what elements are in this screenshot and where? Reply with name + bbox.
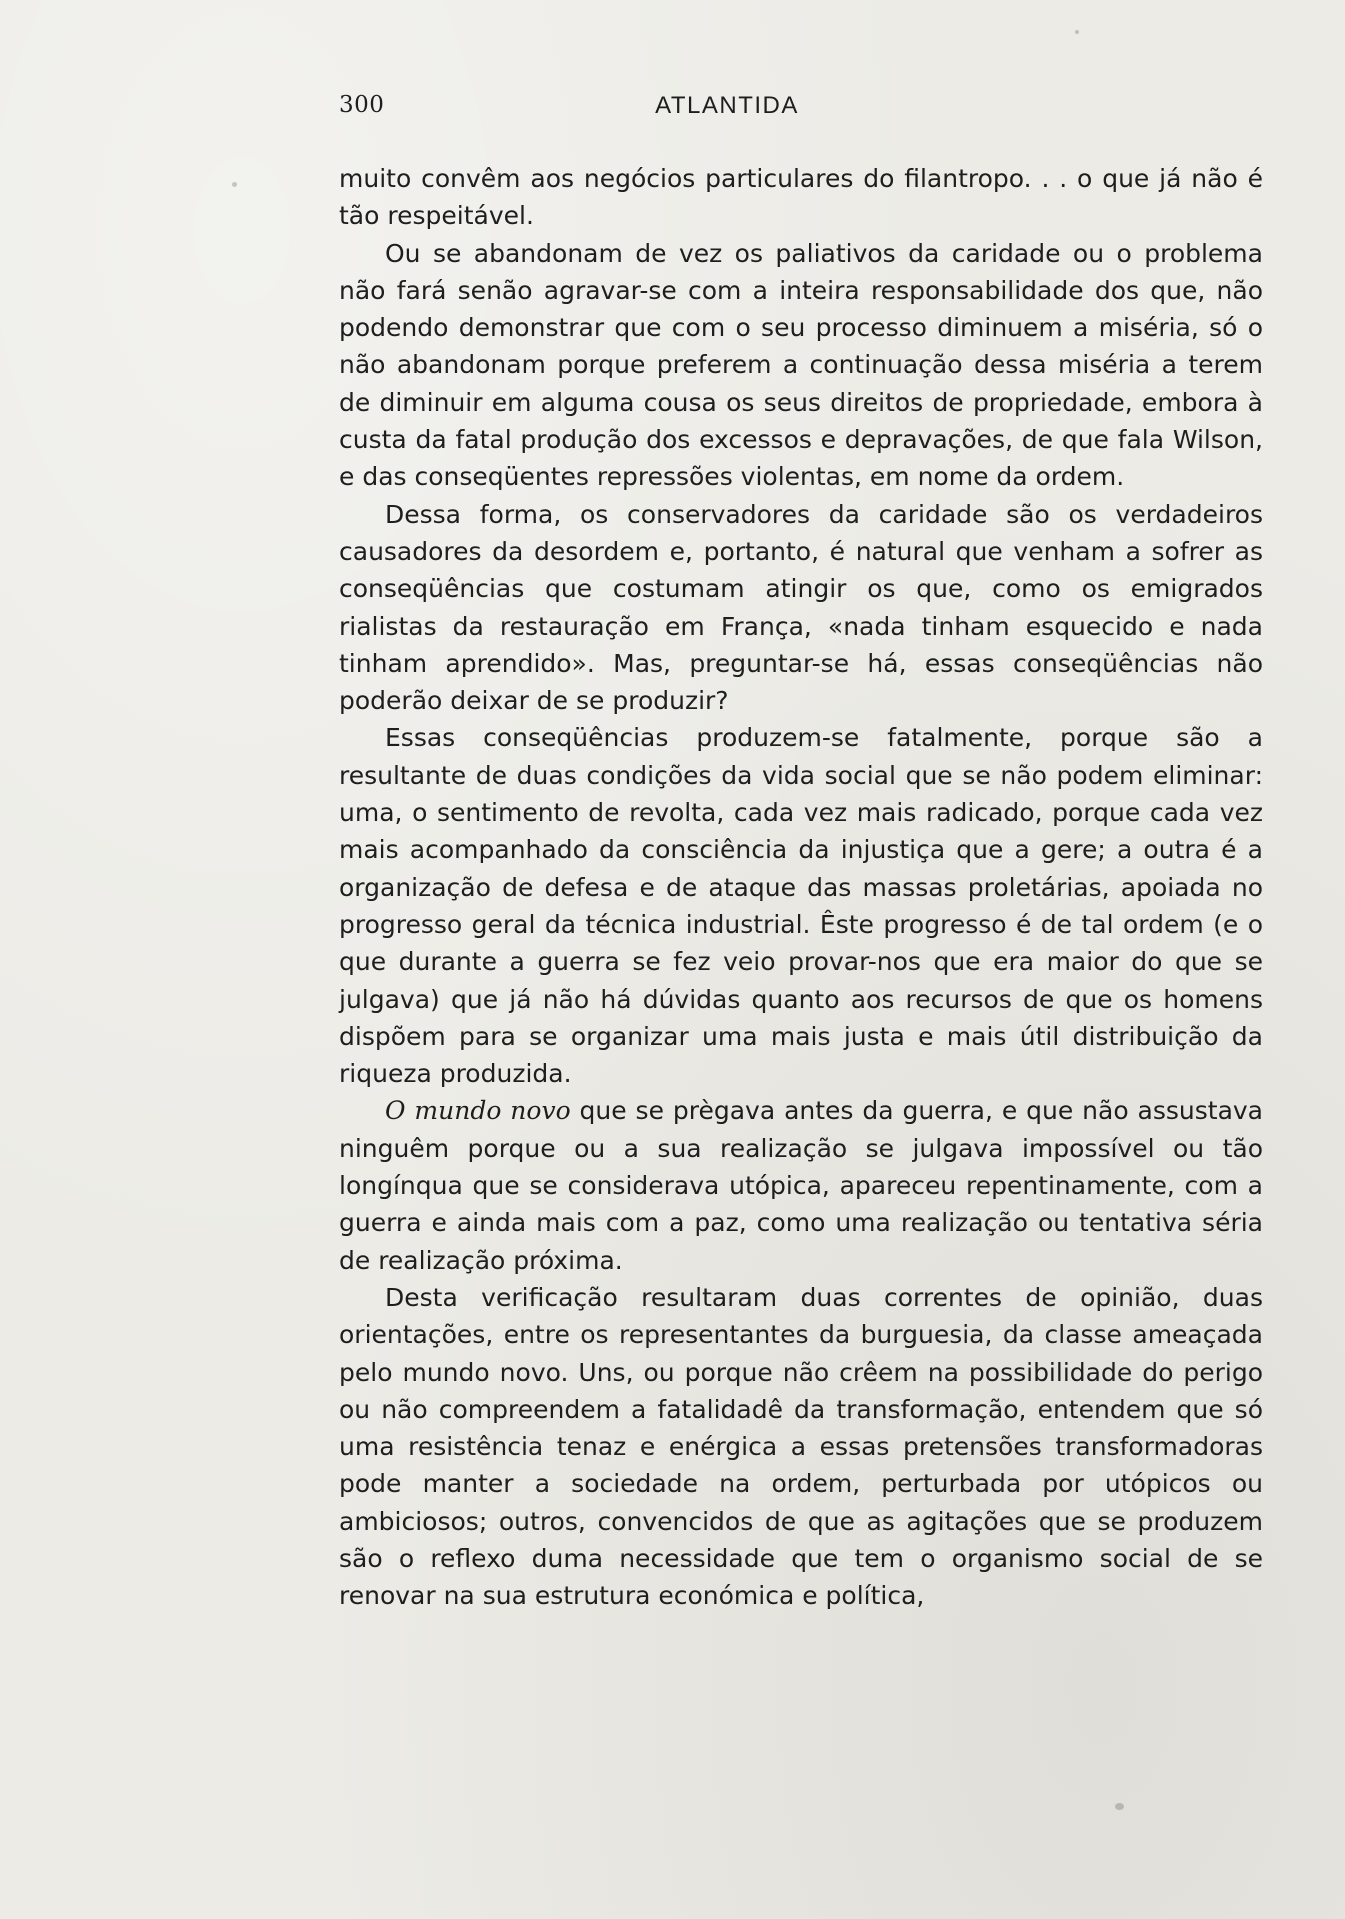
paragraph <box>339 719 1263 1092</box>
paragraph-text: Desta verificação resultaram duas correntes de opinião, duas orientações, entre os representantes da burguesia, da classe ameaçada pelo mundo novo. Uns, ou porque não crêem na possibilidade do perigo ou não compreendem a fatalidadê da transformação, entendem que só uma resistência tenaz e enérgica a essas pretensões transformadoras pode manter a sociedade na ordem, perturbada por utópicos ou ambiciosos; outros, convencidos de que as agitações que se produzem são o reflexo duma necessidade que tem o organismo social de se renovar na sua estrutura económica e política, <box>339 1282 1263 1611</box>
paragraph-text: Essas conseqüências produzem-se fatalmente, porque são a resultante de duas condições da vida social que se não podem eliminar: uma, o sentimento de revolta, cada vez mais radicado, porque cada vez mais acompanhado da consciência da injustiça que a gere; a outra é a organização de defesa e de ataque das massas proletárias, apoiada no progresso geral da técnica industrial. Êste progresso é de tal ordem (e o que durante a guerra se fez veio provar-nos que era maior do que se julgava) que já não há dúvidas quanto aos recursos de que os homens dispõem para se organizar uma mais justa e mais útil distribuição da riqueza produzida. <box>339 723 1263 1089</box>
page-header <box>339 92 879 126</box>
running-title: ATLANTIDA <box>655 92 799 119</box>
italic-title-text: O mundo novo <box>385 1096 571 1126</box>
paragraph-text: Ou se abandonam de vez os paliativos da caridade ou o problema não fará senão agravar-se com a inteira responsabilidade dos que, não podendo demonstrar que com o seu processo diminuem a miséria, só o não abandonam porque preferem a continuação dessa miséria a terem de diminuir em alguma cousa os seus direitos de propriedade, embora à custa da fatal produção dos excessos e depravações, de que fala Wilson, e das conseqüentes repressões violentas, em nome da ordem. <box>339 238 1263 492</box>
paragraph <box>339 496 1263 720</box>
paragraph <box>339 1092 1263 1278</box>
paragraph <box>339 160 1263 235</box>
paragraph-text: que se prègava antes da guerra, e que não assustava ninguêm porque ou a sua realização se julgava impossível ou tão longínqua que se considerava utópica, apareceu repentinamente, com a guerra e ainda mais com a paz, como uma realização ou tentativa séria de realização próxima. <box>339 1096 1264 1275</box>
paragraph <box>339 235 1263 496</box>
scan-speck <box>1075 30 1079 34</box>
scan-speck <box>1115 1803 1124 1810</box>
paragraph-text: muito convêm aos negócios particulares do filantropo. . . o que já não é tão respeitável. <box>339 164 1263 231</box>
paragraph <box>339 1279 1263 1615</box>
scan-speck <box>232 182 237 187</box>
page-number: 300 <box>339 92 385 118</box>
paragraph-text: Dessa forma, os conservadores da caridade são os verdadeiros causadores da desordem e, portanto, é natural que venham a sofrer as conseqüências que costumam atingir os que, como os emigrados rialistas da restauração em França, «nada tinham esquecido e nada tinham aprendido». Mas, preguntar-se há, essas conseqüências não poderão deixar de se produzir? <box>339 499 1263 716</box>
body-text <box>339 160 1263 1615</box>
